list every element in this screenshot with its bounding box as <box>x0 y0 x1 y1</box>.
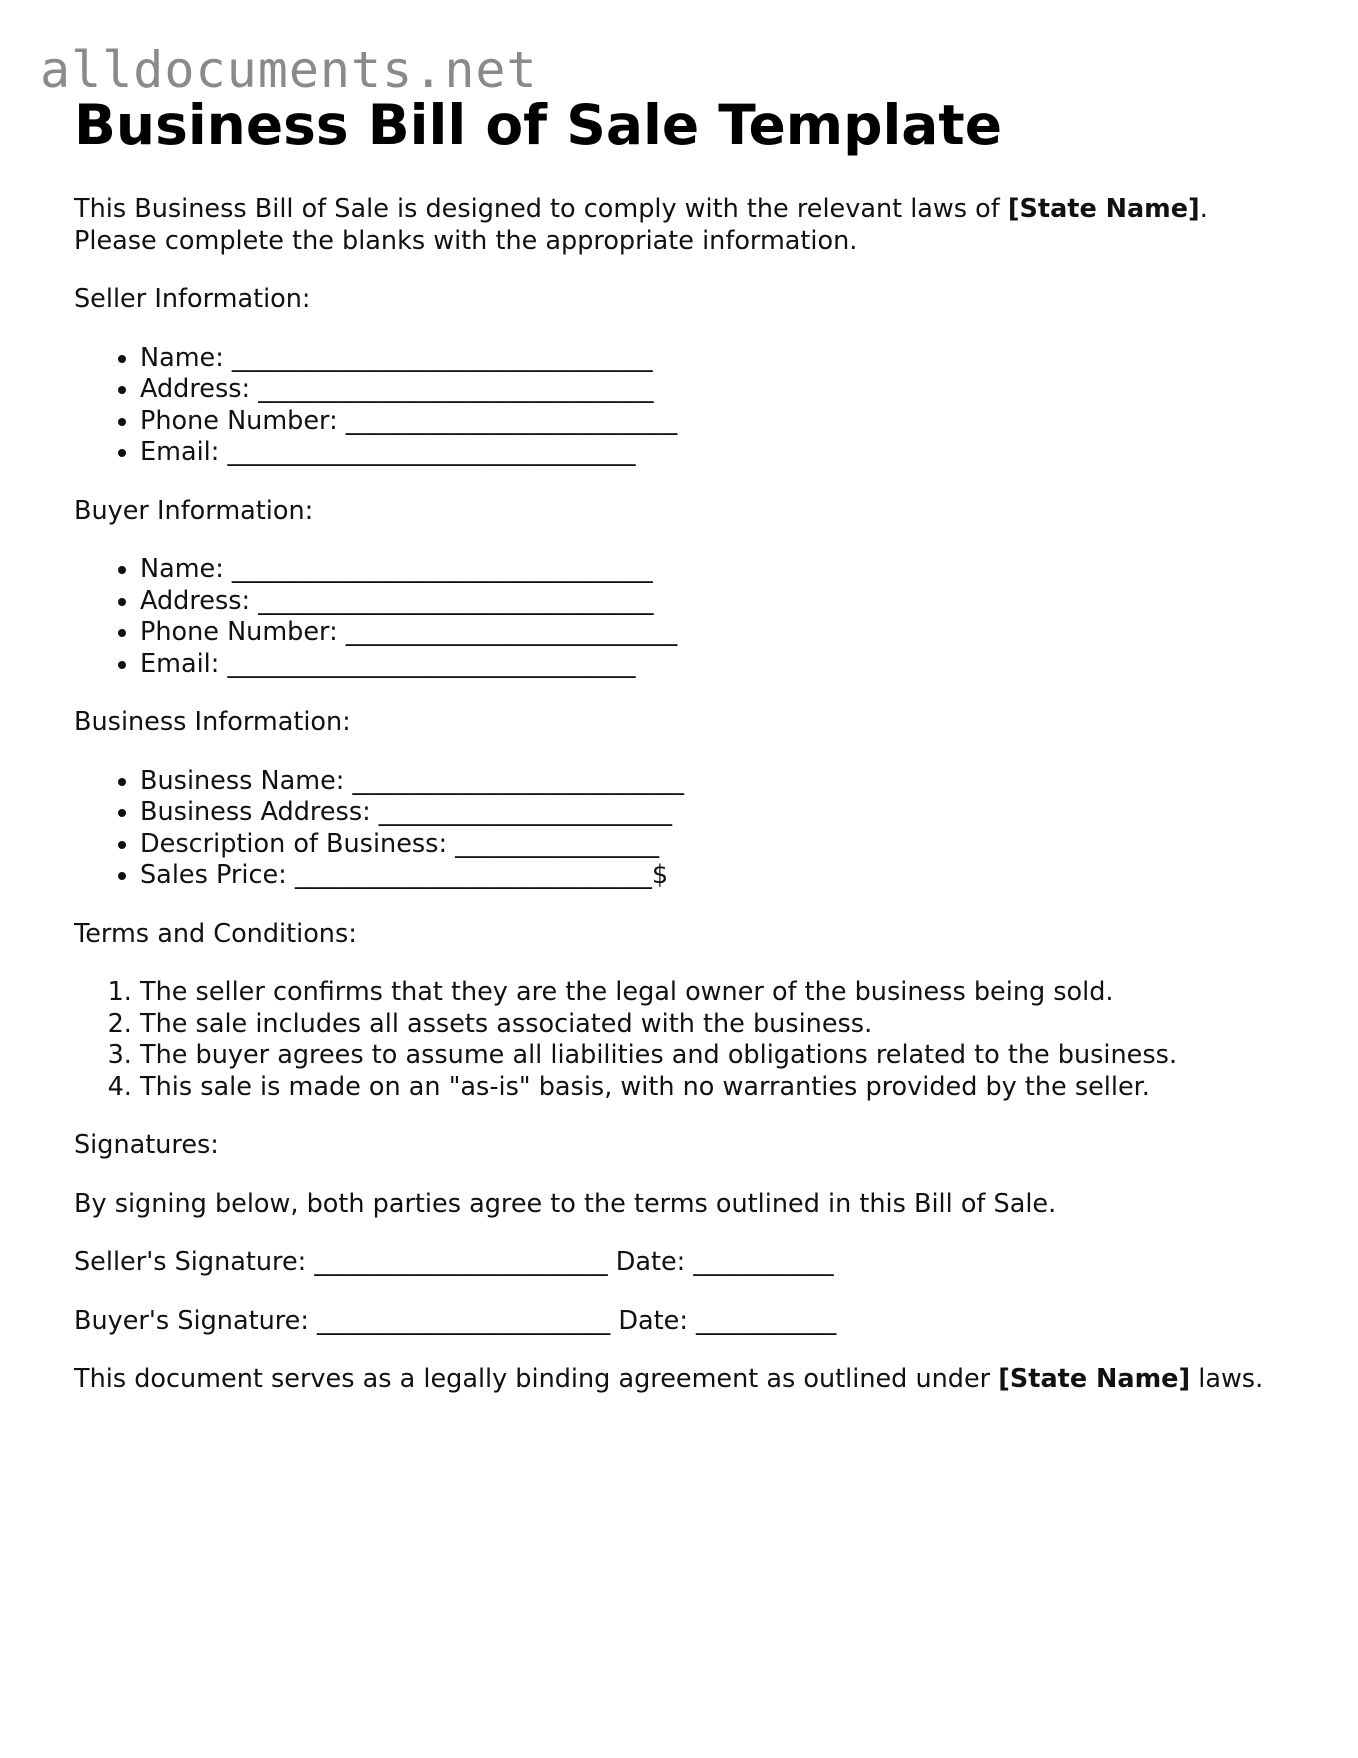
terms-heading: Terms and Conditions: <box>74 918 357 949</box>
closing-paragraph <box>74 1364 1284 1396</box>
signatures-statement: By signing below, both parties agree to the terms outlined in this Bill of Sale. <box>74 1188 1057 1219</box>
business-heading: Business Information: <box>74 707 351 737</box>
buyer-phone-field: • Phone Number: __________________________ <box>140 617 1284 649</box>
seller-phone-field: • Phone Number: __________________________ <box>140 406 1284 438</box>
signatures-heading: Signatures: <box>74 1130 219 1160</box>
closing-text-end: laws. <box>1190 1364 1264 1394</box>
document-body <box>74 92 1284 1423</box>
seller-name-field: • Name: _________________________________ <box>140 343 1284 375</box>
business-address-field: • Business Address: _______________________ <box>140 797 1284 829</box>
buyer-name-field: • Name: _________________________________ <box>140 554 1284 586</box>
closing-text: This document serves as a legally binding agreement as outlined under <box>74 1364 999 1394</box>
business-description-field: • Description of Business: ________________ <box>140 829 1284 861</box>
term-item: 3. The buyer agrees to assume all liabilities and obligations related to the business. <box>140 1040 1284 1072</box>
page-title: Business Bill of Sale Template <box>74 93 1003 157</box>
intro-state-placeholder: [State Name] <box>1007 194 1200 224</box>
intro-paragraph <box>74 194 1284 257</box>
intro-period: . <box>1199 194 1208 224</box>
intro-text: This Business Bill of Sale is designed to comply with the relevant laws of <box>74 194 1008 224</box>
closing-state-placeholder: [State Name] <box>998 1364 1191 1394</box>
business-list <box>74 766 1284 892</box>
intro-instructions: Please complete the blanks with the appropriate information. <box>74 225 858 256</box>
terms-list <box>74 977 1284 1103</box>
buyer-address-field: • Address: _______________________________ <box>140 586 1284 618</box>
sales-price-field: • Sales Price: ____________________________$ <box>140 860 1284 892</box>
term-item: 2. The sale includes all assets associated with the business. <box>140 1009 1284 1041</box>
term-item: 4. This sale is made on an "as-is" basis, with no warranties provided by the seller. <box>140 1072 1284 1104</box>
watermark-logo: alldocuments.net <box>40 41 538 99</box>
buyer-list <box>74 554 1284 680</box>
seller-list <box>74 343 1284 469</box>
business-name-field: • Business Name: __________________________ <box>140 766 1284 798</box>
seller-email-field: • Email: ________________________________ <box>140 437 1284 469</box>
seller-signature-line: Seller's Signature: _______________________ Date: ___________ <box>74 1247 834 1277</box>
seller-address-field: • Address: _______________________________ <box>140 374 1284 406</box>
buyer-heading: Buyer Information: <box>74 495 314 526</box>
seller-heading: Seller Information: <box>74 284 311 314</box>
term-item: 1. The seller confirms that they are the legal owner of the business being sold. <box>140 977 1284 1009</box>
buyer-signature-line: Buyer's Signature: _______________________ Date: ___________ <box>74 1305 837 1336</box>
buyer-email-field: • Email: ________________________________ <box>140 649 1284 681</box>
